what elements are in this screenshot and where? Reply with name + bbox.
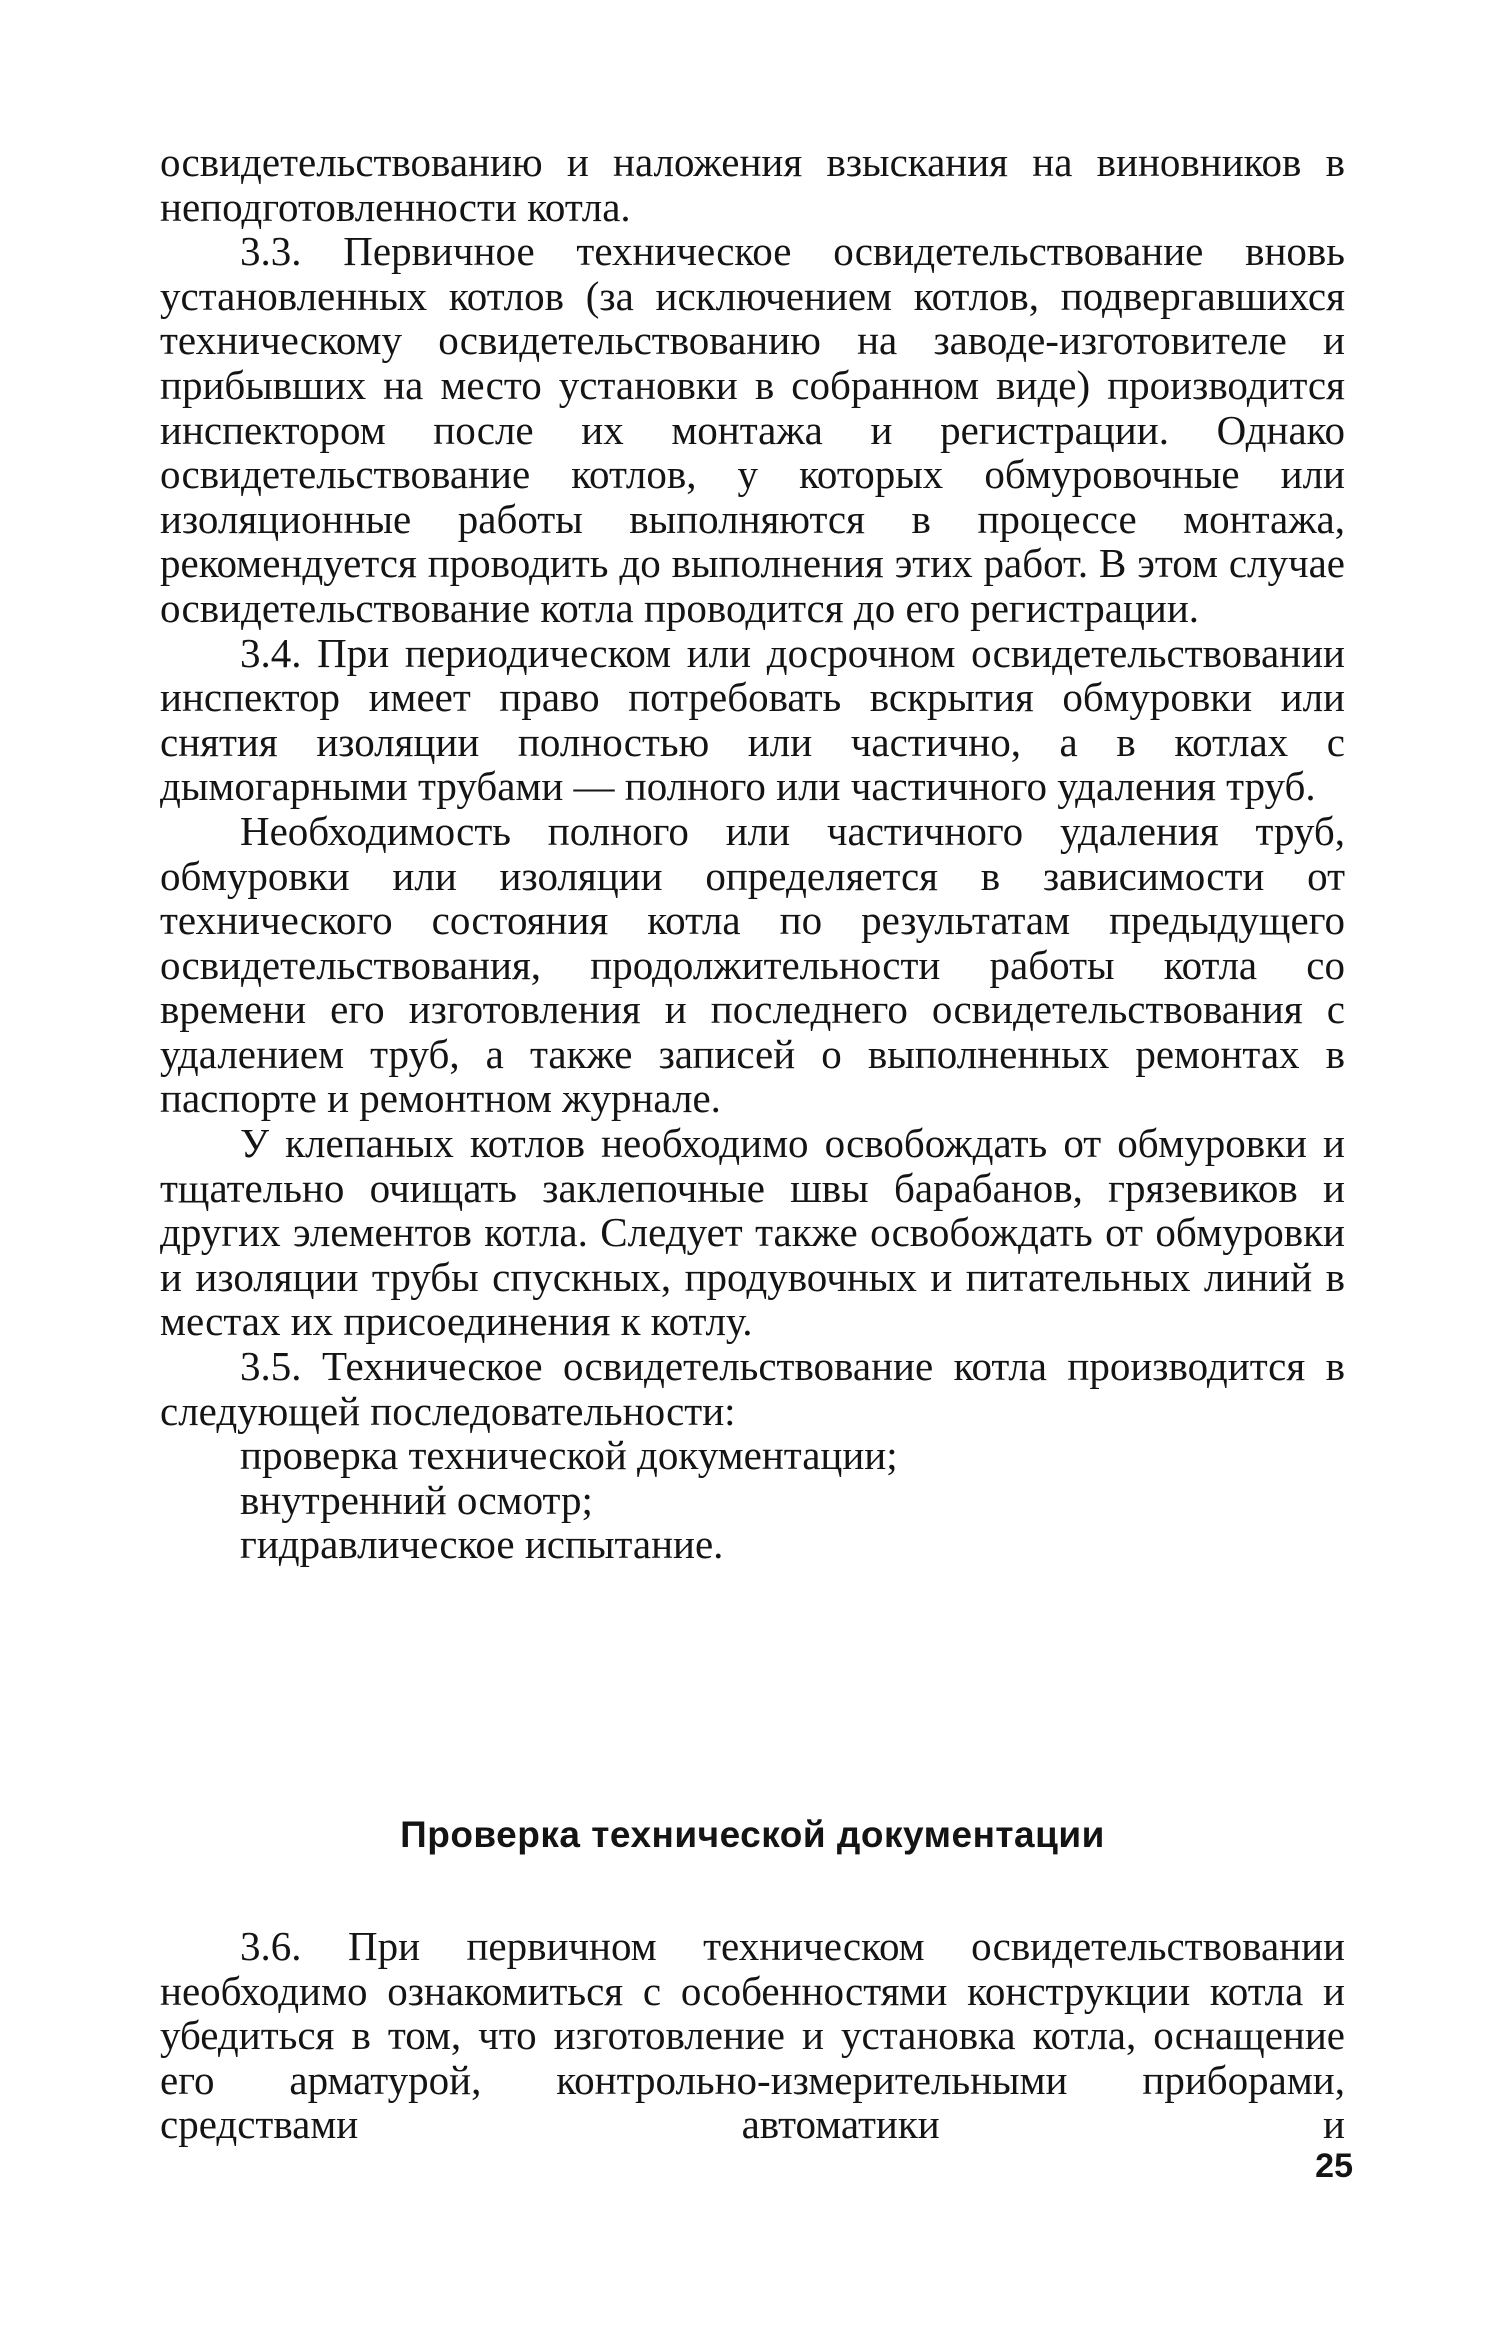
paragraph-removal-necessity: Необходимость полного или частичного удаления труб, обмуровки или изоляции определяется в зависимости от технического состояния котла по результатам предыдущего освидетельствования, продолжительности работы котла со времени его изготовления и последнего освидетельствования с удалением труб, а также записей о выполненных ремонтах в паспорте и ремонтном журнале. <box>160 807 1345 1122</box>
paragraph-3-4: 3.4. При периодическом или досрочном освидетельствовании инспектор имеет право потребовать вскрытия обмуровки или снятия изоляции полностью или частично, а в котлах с дымогарными трубами — полного или частичного удаления труб. <box>160 629 1345 810</box>
section-body <box>160 1924 1345 2147</box>
list-item-documentation: проверка технической документации; <box>240 1432 898 1479</box>
document-body <box>160 140 1345 1567</box>
section-heading: Проверка технической документации <box>400 1814 1105 1855</box>
list-item-inspection: внутренний осмотр; <box>240 1476 593 1523</box>
paragraph-3-5: 3.5. Техническое освидетельствование котла производится в следующей последовательности: <box>160 1343 1345 1434</box>
list-item-hydraulic-test: гидравлическое испытание. <box>240 1521 724 1568</box>
paragraph-riveted-boilers: У клепаных котлов необходимо освобождать от обмуровки и тщательно очищать заклепочные швы барабанов, грязевиков и других элементов котла. Следует также освобождать от обмуровки и изоляции трубы спускных, продувочных и питательных линий в местах их присоединения к котлу. <box>160 1120 1345 1345</box>
paragraph-3-3: 3.3. Первичное техническое освидетельствование вновь установленных котлов (за исключением котлов, подвергавшихся техническому освидетельствованию на заводе-изготовителе и прибывших на место установки в собранном виде) производится инспектором после их монтажа и регистрации. Однако освидетельствование котлов, у которых обмуровочные или изоляционные работы выполняются в процессе монтажа, рекомендуется проводить до выполнения этих работ. В этом случае освидетельствование котла проводится до его регистрации. <box>160 228 1345 631</box>
page-number: 25 <box>1315 2147 1353 2185</box>
paragraph-continuation: освидетельствованию и наложения взыскания на виновников в неподготовленности котла. <box>160 139 1345 230</box>
paragraph-3-6: 3.6. При первичном техническом освидетельствовании необходимо ознакомиться с особенностями конструкции котла и убедиться в том, что изготовление и установка котла, оснащение его арматурой, контрольно-измерительными приборами, средствами автоматики и <box>160 1923 1345 2148</box>
